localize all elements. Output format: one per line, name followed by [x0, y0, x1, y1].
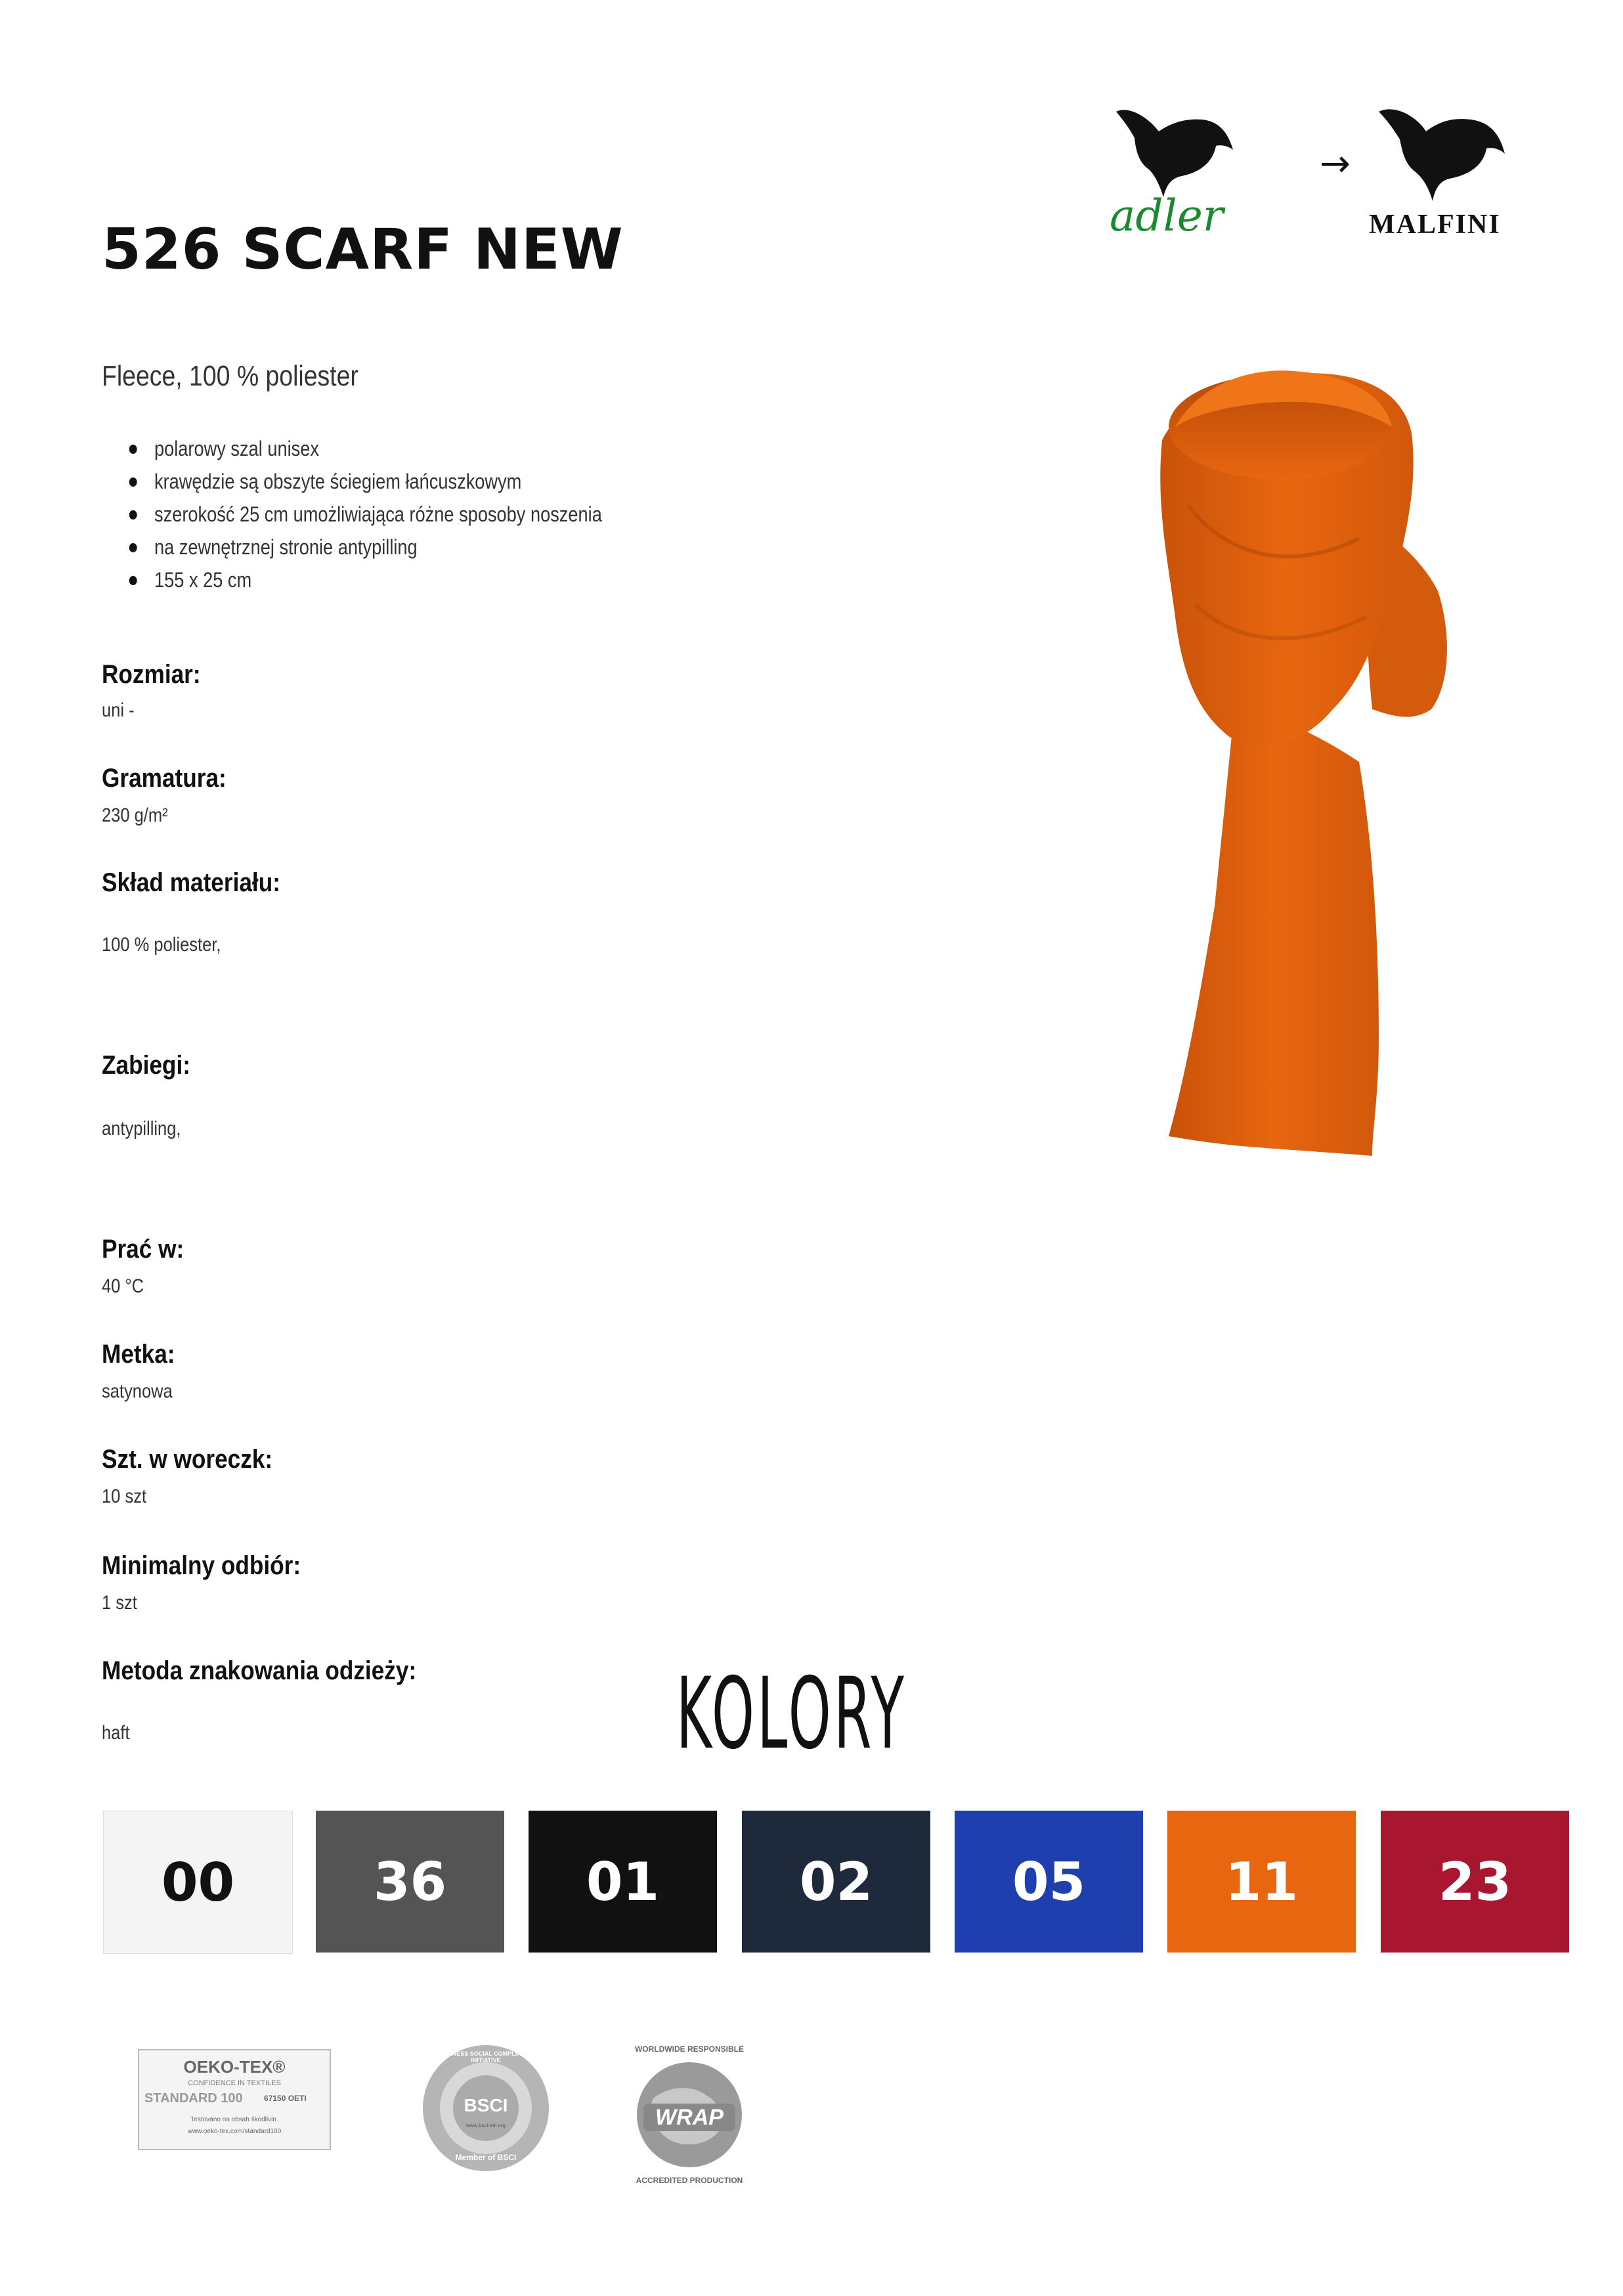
brand-arrow: →: [1320, 143, 1351, 185]
spec-value-size: uni -: [102, 699, 135, 721]
oeko-tex-label: [138, 2049, 331, 2150]
feature-item: szerokość 25 cm umożliwiająca różne sposoby noszenia: [154, 498, 602, 531]
color-swatch-00[interactable]: 00: [103, 1811, 293, 1954]
color-swatch-05[interactable]: 05: [955, 1811, 1143, 1953]
adler-bird-icon: [1116, 110, 1233, 197]
feature-item: na zewnętrznej stronie antypilling: [154, 531, 602, 563]
colors-heading: KOLORY: [676, 1657, 907, 1771]
malfini-logo-text: MALFINI: [1369, 210, 1501, 240]
color-swatch-11[interactable]: 11: [1167, 1811, 1356, 1953]
spec-value-tag: satynowa: [102, 1380, 173, 1402]
spec-value-min-order: 1 szt: [102, 1592, 137, 1614]
product-image-scarf: [1083, 342, 1477, 1162]
adler-logo-text: adler: [1110, 190, 1224, 241]
oeko-tex-note: Testováno na obsah škodlivin.: [190, 2116, 278, 2123]
bsci-center: BSCI: [464, 2095, 508, 2115]
spec-value-treatments: antypilling,: [102, 1118, 181, 1139]
bsci-url: www.bsci-intl.org: [465, 2123, 506, 2129]
spec-value-weight: 230 g/m²: [102, 805, 168, 826]
oeko-tex-tagline: CONFIDENCE IN TEXTILES: [188, 2079, 281, 2087]
brand-logos: [1103, 99, 1549, 250]
spec-value-material: 100 % poliester,: [102, 934, 221, 956]
product-subtitle: Fleece, 100 % poliester: [102, 360, 358, 392]
feature-item: polarowy szal unisex: [154, 432, 602, 465]
spec-label-marking: Metoda znakowania odzieży:: [102, 1656, 417, 1685]
spec-value-wash: 40 °C: [102, 1275, 144, 1297]
spec-label-min-order: Minimalny odbiór:: [102, 1551, 301, 1580]
spec-label-wash: Prać w:: [102, 1235, 184, 1264]
color-swatch-36[interactable]: 36: [316, 1811, 504, 1953]
oeko-tex-standard: STANDARD 100: [144, 2091, 243, 2106]
feature-item: 155 x 25 cm: [154, 563, 602, 596]
spec-label-size: Rozmiar:: [102, 660, 201, 689]
oeko-tex-name: OEKO-TEX®: [183, 2057, 286, 2077]
bsci-badge: [420, 2042, 552, 2174]
spec-label-pack: Szt. w woreczk:: [102, 1445, 273, 1474]
page-title: 526 SCARF NEW: [102, 217, 624, 282]
bsci-ring-text: BUSINESS SOCIAL COMPLIANCE INITIATIVE: [438, 2050, 534, 2064]
malfini-bird-icon: [1379, 109, 1505, 201]
bsci-member: Member of BSCI: [455, 2153, 517, 2162]
spec-label-treatments: Zabiegi:: [102, 1051, 190, 1080]
wrap-ring-top: WORLDWIDE RESPONSIBLE: [634, 2044, 744, 2054]
wrap-ring-bottom: ACCREDITED PRODUCTION: [636, 2176, 743, 2185]
wrap-badge: [614, 2039, 765, 2190]
wrap-center: WRAP: [655, 2105, 724, 2130]
feature-list: [154, 432, 681, 596]
spec-value-marking: haft: [102, 1722, 130, 1744]
spec-label-weight: Gramatura:: [102, 764, 227, 793]
spec-label-material: Skład materiału:: [102, 868, 280, 897]
spec-label-tag: Metka:: [102, 1340, 175, 1369]
oeko-tex-code: 67150 OETI: [264, 2094, 307, 2103]
color-swatch-02[interactable]: 02: [742, 1811, 930, 1953]
feature-item: krawędzie są obszyte ściegiem łańcuszkowym: [154, 465, 602, 498]
spec-value-pack: 10 szt: [102, 1486, 147, 1507]
oeko-tex-url: www.oeko-tex.com/standard100: [187, 2128, 282, 2135]
color-swatch-23[interactable]: 23: [1381, 1811, 1569, 1953]
color-swatch-01[interactable]: 01: [529, 1811, 717, 1953]
